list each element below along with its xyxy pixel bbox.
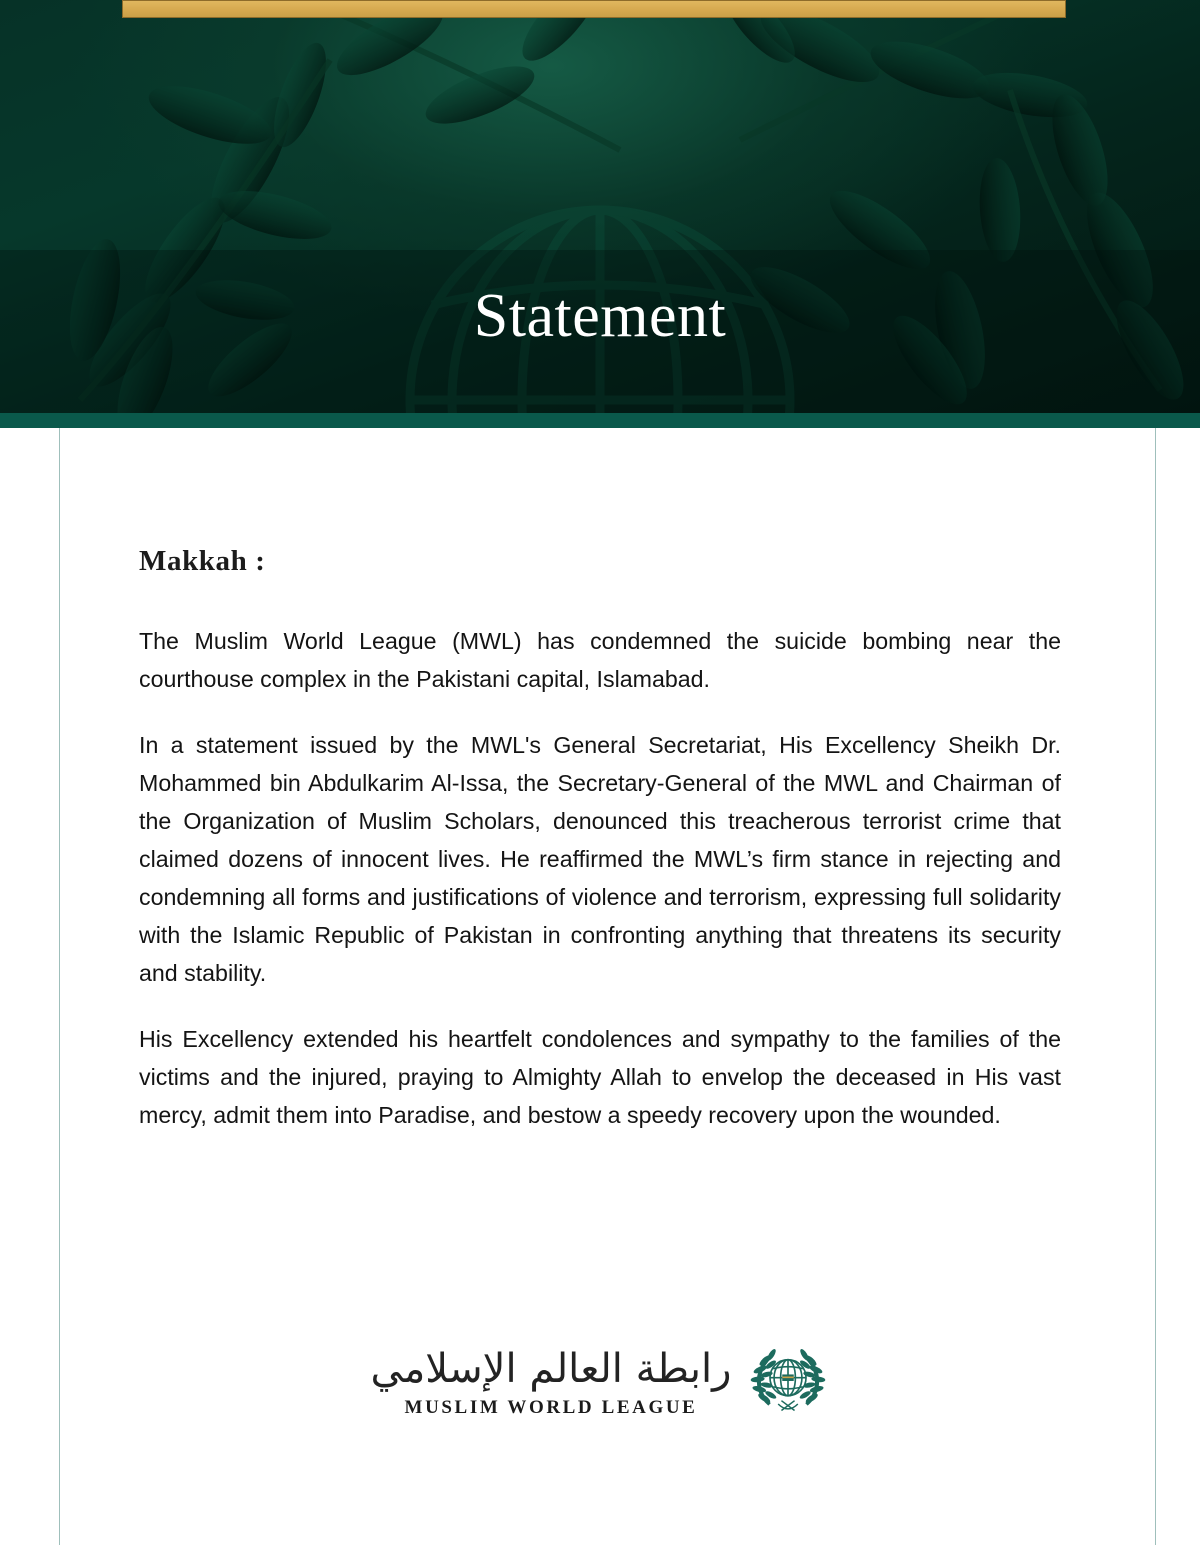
statement-paragraph: In a statement issued by the MWL's General Secretariat, His Excellency Sheikh Dr. Mohammed bin Abdulkarim Al-Issa, the Secretary-General of the MWL and Chairman of the Organization of Muslim Scholars, denounced this treacherous terrorist crime that claimed dozens of innocent lives. He reaffirmed the MWL’s firm stance in rejecting and condemning all forms and justifications of violence and terrorism, expressing full solidarity with the Islamic Republic of Pakistan in confronting anything that threatens its security and stability. — [139, 732, 1061, 986]
teal-divider-band — [0, 413, 1200, 428]
olive-branch-globe-watermark-icon — [0, 0, 1200, 413]
gold-accent-bar — [122, 0, 1066, 18]
globe-laurel-emblem-icon — [747, 1340, 829, 1422]
dateline: Makkah : — [139, 545, 266, 577]
organization-logo — [0, 1340, 1200, 1422]
header-banner — [0, 0, 1200, 413]
statement-paragraph: His Excellency extended his heartfelt condolences and sympathy to the families of the victims and the injured, praying to Almighty Allah to envelop the deceased in His vast mercy, admit them into Paradise, and bestow a speedy recovery upon the wounded. — [139, 1026, 1061, 1128]
logo-english-name: MUSLIM WORLD LEAGUE — [404, 1396, 698, 1418]
page-title: Statement — [473, 282, 727, 350]
statement-paragraph: The Muslim World League (MWL) has condemned the suicide bombing near the courthouse complex in the Pakistani capital, Islamabad. — [139, 628, 1061, 692]
logo-arabic-name: رابطة العالم الإسلامي — [370, 1345, 732, 1392]
statement-body — [139, 545, 1061, 1134]
logo-wordmark — [371, 1346, 732, 1417]
